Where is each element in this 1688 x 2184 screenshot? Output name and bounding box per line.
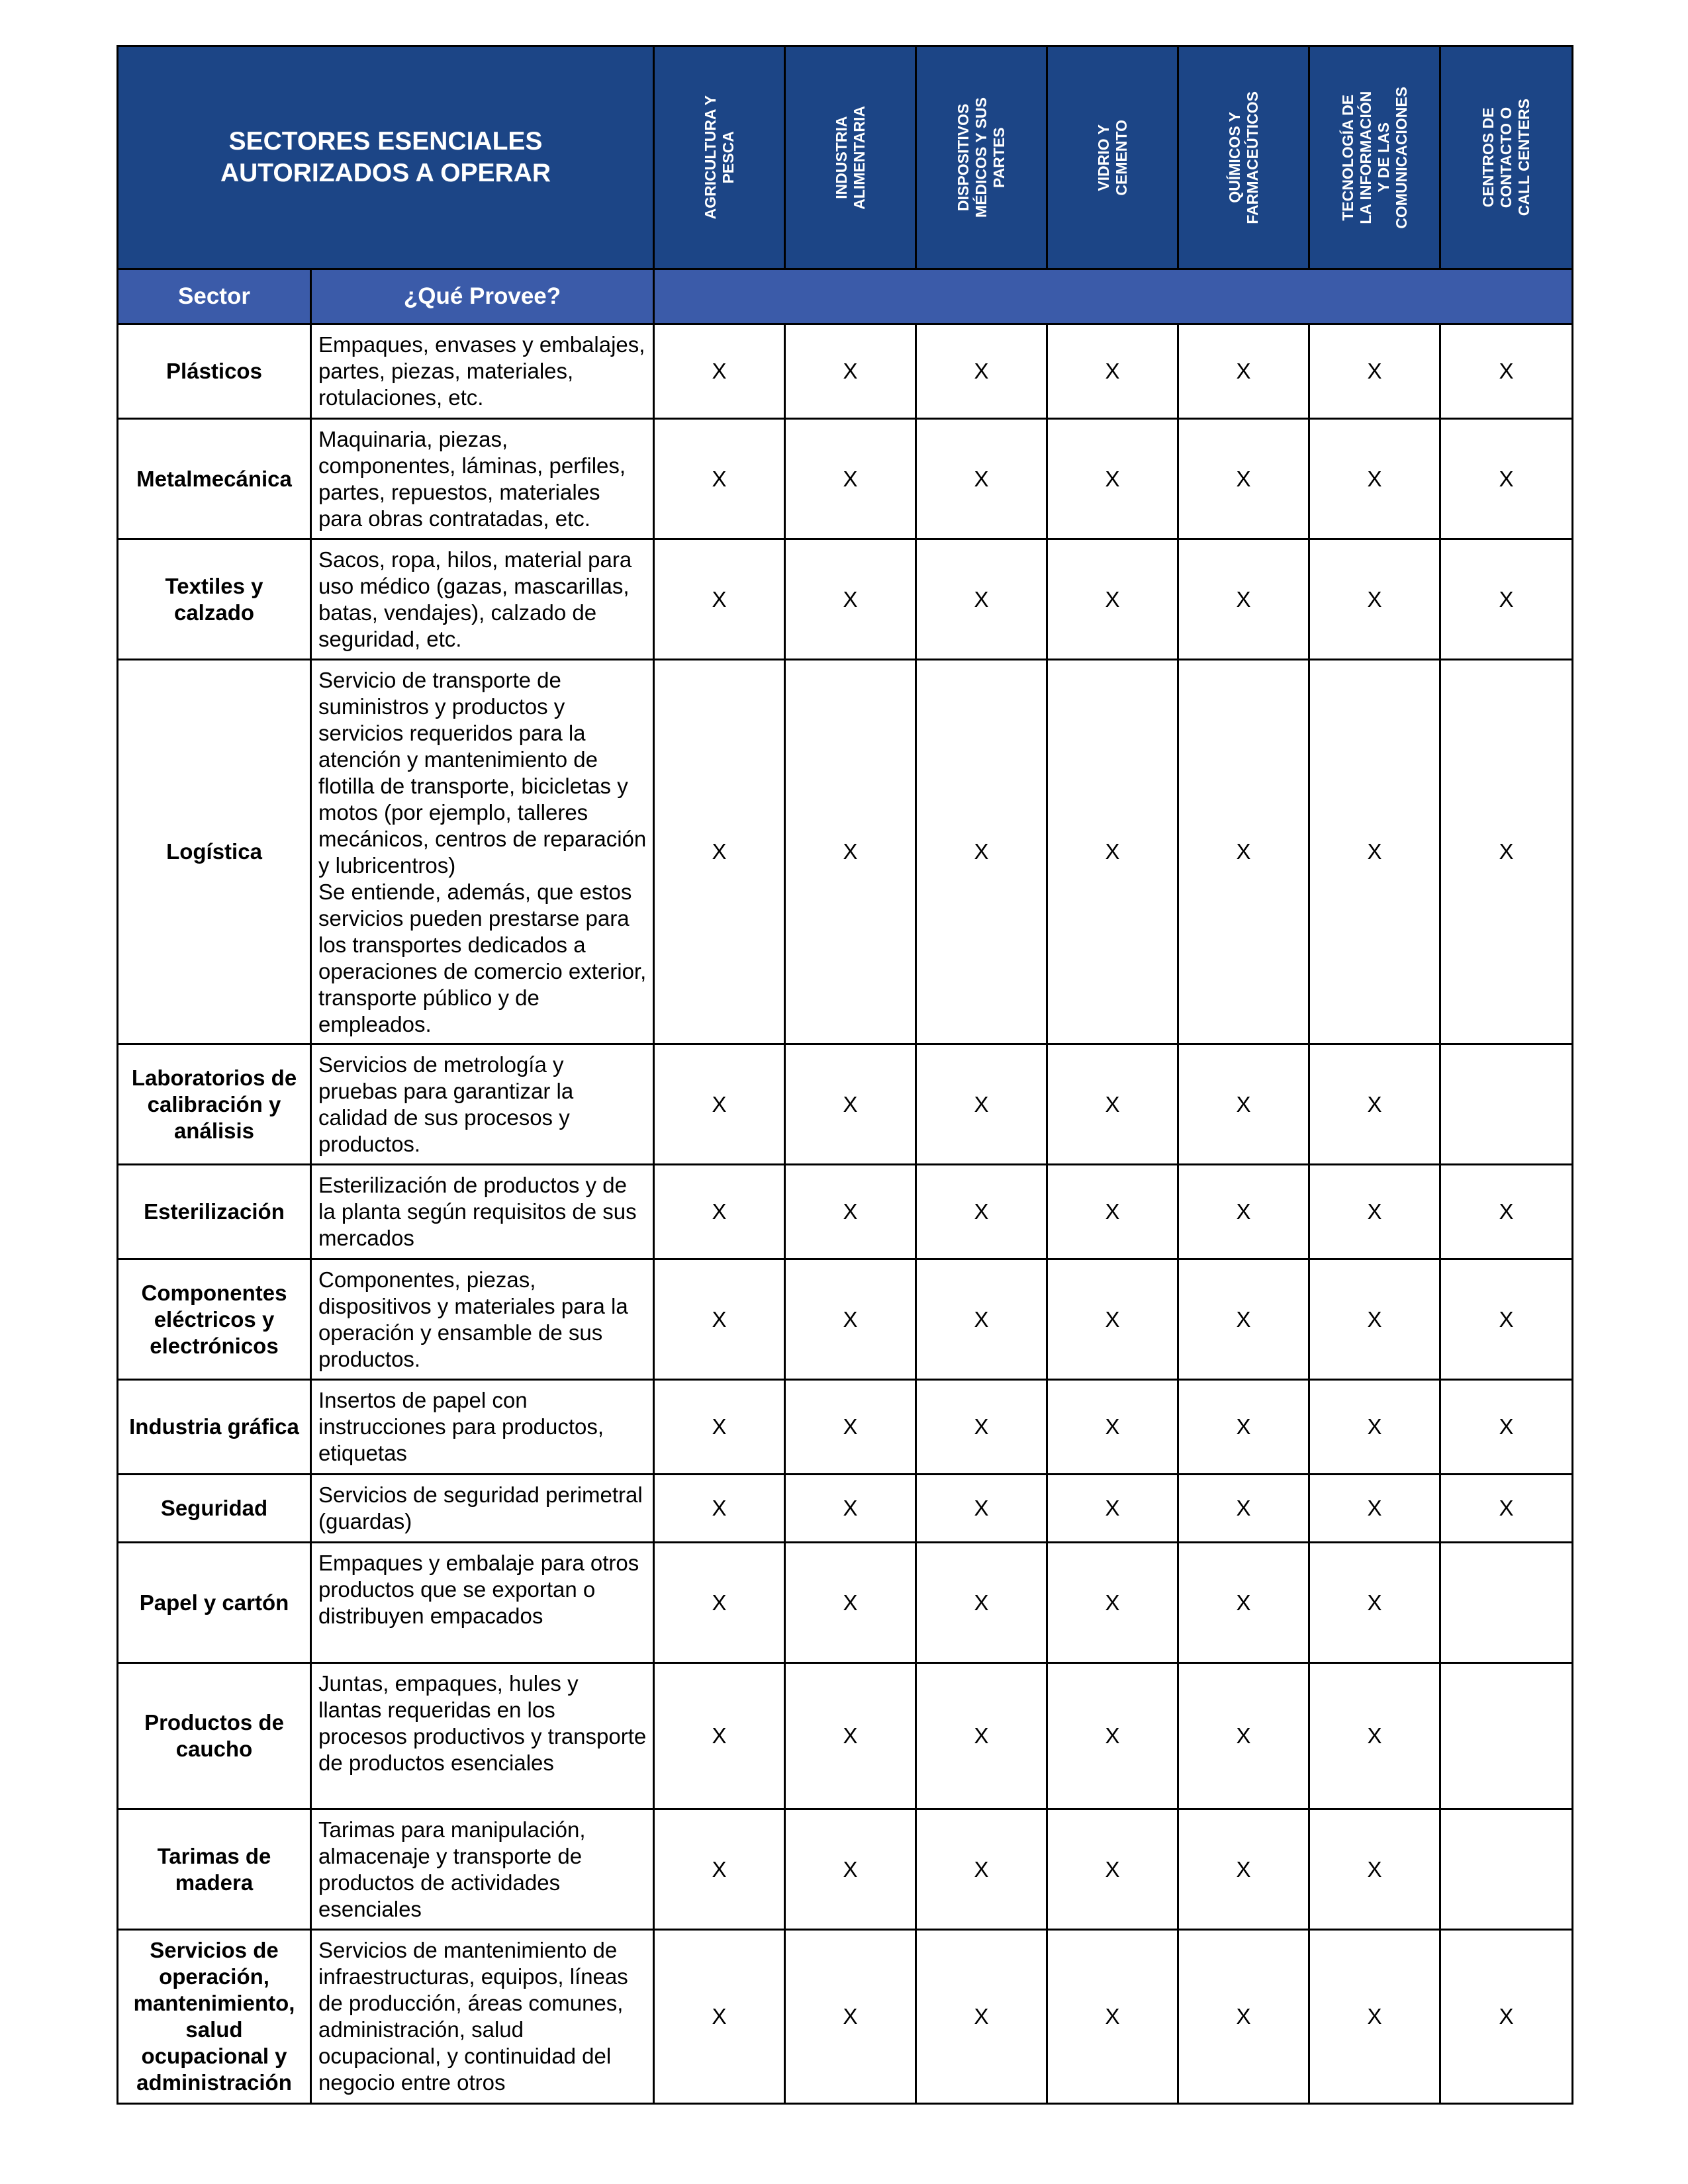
authorization-mark: X (916, 1044, 1047, 1165)
provee-description: Sacos, ropa, hilos, material para uso médico (gazas, mascarillas, batas, vendajes), calzado de seguridad, etc. (311, 539, 654, 660)
authorization-mark: X (1178, 1165, 1309, 1259)
authorization-mark: X (916, 1930, 1047, 2104)
authorization-mark: X (1047, 1165, 1178, 1259)
table-row (118, 419, 1573, 539)
table-title (118, 46, 654, 269)
sector-column-label: Sector (118, 269, 311, 324)
authorization-mark: X (1309, 539, 1440, 660)
subheader-fill (654, 269, 1573, 324)
authorization-mark: X (654, 1543, 785, 1663)
column-header-tecnologia: TECNOLOGÍA DE LA INFORMACIÓN Y DE LAS COMUNICACIONES (1309, 46, 1440, 269)
authorization-mark: X (1178, 1380, 1309, 1475)
column-header-vidrio-cemento: VIDRIO Y CEMENTO (1047, 46, 1178, 269)
sector-name: Componentes eléctricos y electrónicos (118, 1259, 311, 1380)
authorization-mark: X (1309, 1663, 1440, 1809)
table-body (118, 324, 1573, 2104)
authorization-mark: X (1309, 1930, 1440, 2104)
authorization-mark: X (1047, 660, 1178, 1044)
provee-description: Empaques, envases y embalajes, partes, piezas, materiales, rotulaciones, etc. (311, 324, 654, 419)
authorization-mark: X (1178, 419, 1309, 539)
authorization-mark: X (654, 1380, 785, 1475)
authorization-mark: X (785, 1663, 916, 1809)
column-header-agricultura: AGRICULTURA Y PESCA (654, 46, 785, 269)
column-header-dispositivos-medicos: DISPOSITIVOS MÉDICOS Y SUS PARTES (916, 46, 1047, 269)
authorization-mark: X (1178, 660, 1309, 1044)
table-row (118, 1809, 1573, 1930)
title-line-1: SECTORES ESENCIALES (228, 127, 543, 156)
provee-description: Insertos de papel con instrucciones para productos, etiquetas (311, 1380, 654, 1475)
authorization-mark: X (1047, 1543, 1178, 1663)
authorization-mark: X (654, 1044, 785, 1165)
authorization-mark: X (1440, 324, 1573, 419)
authorization-mark: X (654, 419, 785, 539)
authorization-mark (1440, 1044, 1573, 1165)
authorization-mark: X (1178, 539, 1309, 660)
authorization-mark: X (1309, 1165, 1440, 1259)
provee-description: Servicios de seguridad perimetral (guardas) (311, 1475, 654, 1543)
authorization-mark: X (785, 419, 916, 539)
authorization-mark: X (916, 660, 1047, 1044)
table-row (118, 324, 1573, 419)
authorization-mark: X (1440, 1930, 1573, 2104)
authorization-mark: X (1047, 1044, 1178, 1165)
authorization-mark: X (654, 1930, 785, 2104)
authorization-mark: X (1309, 1259, 1440, 1380)
authorization-mark: X (1440, 539, 1573, 660)
authorization-mark: X (916, 1475, 1047, 1543)
authorization-mark: X (1440, 1475, 1573, 1543)
title-line-2: AUTORIZADOS A OPERAR (220, 159, 551, 187)
authorization-mark: X (1309, 1543, 1440, 1663)
table-row (118, 1930, 1573, 2104)
column-header-call-centers: CENTROS DE CONTACTO O CALL CENTERS (1440, 46, 1573, 269)
table-row (118, 1380, 1573, 1475)
sector-name: Metalmecánica (118, 419, 311, 539)
authorization-mark: X (785, 1165, 916, 1259)
provee-description: Servicio de transporte de suministros y productos y servicios requeridos para la atención y mantenimiento de flotilla de transporte, bicicletas y motos (por ejemplo, talleres mecánicos, centros de reparación y lubricentros) Se entiende, además, que estos servicios pueden prestarse para los transportes dedicados a operaciones de comercio exterior, transporte público y de empleados. (311, 660, 654, 1044)
authorization-mark: X (785, 1543, 916, 1663)
authorization-mark: X (785, 1930, 916, 2104)
authorization-mark: X (785, 324, 916, 419)
authorization-mark: X (1309, 1380, 1440, 1475)
authorization-mark: X (785, 1380, 916, 1475)
table-row (118, 1044, 1573, 1165)
provee-description: Juntas, empaques, hules y llantas requeridas en los procesos productivos y transporte de productos esenciales (311, 1663, 654, 1809)
authorization-mark (1440, 1809, 1573, 1930)
authorization-mark: X (1309, 419, 1440, 539)
authorization-mark: X (916, 539, 1047, 660)
subheader-row (118, 269, 1573, 324)
table-row (118, 660, 1573, 1044)
authorization-mark: X (654, 1259, 785, 1380)
authorization-mark: X (785, 1809, 916, 1930)
provee-description: Componentes, piezas, dispositivos y materiales para la operación y ensamble de sus productos. (311, 1259, 654, 1380)
authorization-mark: X (1047, 1930, 1178, 2104)
authorization-mark: X (1309, 324, 1440, 419)
authorization-mark: X (1047, 324, 1178, 419)
authorization-mark: X (1178, 1044, 1309, 1165)
authorization-mark: X (654, 1809, 785, 1930)
authorization-mark: X (1047, 1663, 1178, 1809)
provee-description: Servicios de mantenimiento de infraestructuras, equipos, líneas de producción, áreas comunes, administración, salud ocupacional, y continuidad del negocio entre otros (311, 1930, 654, 2104)
provee-description: Servicios de metrología y pruebas para garantizar la calidad de sus procesos y productos. (311, 1044, 654, 1165)
authorization-mark: X (1178, 1543, 1309, 1663)
provee-description: Empaques y embalaje para otros productos que se exportan o distribuyen empacados (311, 1543, 654, 1663)
authorization-mark: X (1047, 1475, 1178, 1543)
column-header-quimicos: QUÍMICOS Y FARMACEÚTICOS (1178, 46, 1309, 269)
authorization-mark: X (916, 1259, 1047, 1380)
header-row (118, 46, 1573, 269)
table-row (118, 1475, 1573, 1543)
authorization-mark: X (654, 660, 785, 1044)
provee-description: Esterilización de productos y de la planta según requisitos de sus mercados (311, 1165, 654, 1259)
authorization-mark: X (785, 660, 916, 1044)
provee-column-label: ¿Qué Provee? (311, 269, 654, 324)
authorization-mark: X (916, 1165, 1047, 1259)
authorization-mark: X (916, 1543, 1047, 1663)
authorization-mark: X (785, 1044, 916, 1165)
sector-name: Plásticos (118, 324, 311, 419)
sector-name: Servicios de operación, mantenimiento, salud ocupacional y administración (118, 1930, 311, 2104)
authorization-mark: X (1309, 1044, 1440, 1165)
sector-name: Industria gráfica (118, 1380, 311, 1475)
sector-name: Esterilización (118, 1165, 311, 1259)
sector-name: Productos de caucho (118, 1663, 311, 1809)
authorization-mark: X (1047, 419, 1178, 539)
authorization-mark: X (916, 419, 1047, 539)
authorization-mark: X (916, 324, 1047, 419)
column-header-industria-alimentaria: INDUSTRIA ALIMENTARIA (785, 46, 916, 269)
authorization-mark: X (1309, 1809, 1440, 1930)
authorization-mark: X (1047, 1380, 1178, 1475)
sector-name: Logística (118, 660, 311, 1044)
authorization-mark: X (1440, 1165, 1573, 1259)
table-row (118, 1259, 1573, 1380)
authorization-mark: X (654, 1475, 785, 1543)
sector-name: Seguridad (118, 1475, 311, 1543)
authorization-mark: X (1047, 1259, 1178, 1380)
authorization-mark: X (654, 1165, 785, 1259)
authorization-mark: X (1178, 324, 1309, 419)
authorization-mark: X (654, 539, 785, 660)
authorization-mark: X (1309, 660, 1440, 1044)
sector-name: Tarimas de madera (118, 1809, 311, 1930)
table-row (118, 539, 1573, 660)
authorization-mark: X (1178, 1259, 1309, 1380)
table-row (118, 1165, 1573, 1259)
sector-name: Laboratorios de calibración y análisis (118, 1044, 311, 1165)
authorization-mark: X (1178, 1930, 1309, 2104)
authorization-mark: X (1440, 419, 1573, 539)
authorization-mark: X (654, 1663, 785, 1809)
authorization-mark: X (1440, 660, 1573, 1044)
authorization-mark: X (1178, 1809, 1309, 1930)
authorization-mark (1440, 1663, 1573, 1809)
authorization-mark: X (1440, 1380, 1573, 1475)
authorization-mark: X (916, 1663, 1047, 1809)
authorization-mark: X (1047, 539, 1178, 660)
sectors-table (117, 45, 1573, 2105)
table-row (118, 1543, 1573, 1663)
provee-description: Tarimas para manipulación, almacenaje y transporte de productos de actividades esenciales (311, 1809, 654, 1930)
sector-name: Textiles y calzado (118, 539, 311, 660)
authorization-mark: X (785, 1259, 916, 1380)
authorization-mark: X (654, 324, 785, 419)
authorization-mark: X (916, 1380, 1047, 1475)
authorization-mark: X (1309, 1475, 1440, 1543)
authorization-mark (1440, 1543, 1573, 1663)
authorization-mark: X (1440, 1259, 1573, 1380)
authorization-mark: X (785, 539, 916, 660)
provee-description: Maquinaria, piezas, componentes, láminas, perfiles, partes, repuestos, materiales para obras contratadas, etc. (311, 419, 654, 539)
sector-name: Papel y cartón (118, 1543, 311, 1663)
authorization-mark: X (1178, 1663, 1309, 1809)
authorization-mark: X (1178, 1475, 1309, 1543)
table-row (118, 1663, 1573, 1809)
authorization-mark: X (916, 1809, 1047, 1930)
authorization-mark: X (785, 1475, 916, 1543)
authorization-mark: X (1047, 1809, 1178, 1930)
